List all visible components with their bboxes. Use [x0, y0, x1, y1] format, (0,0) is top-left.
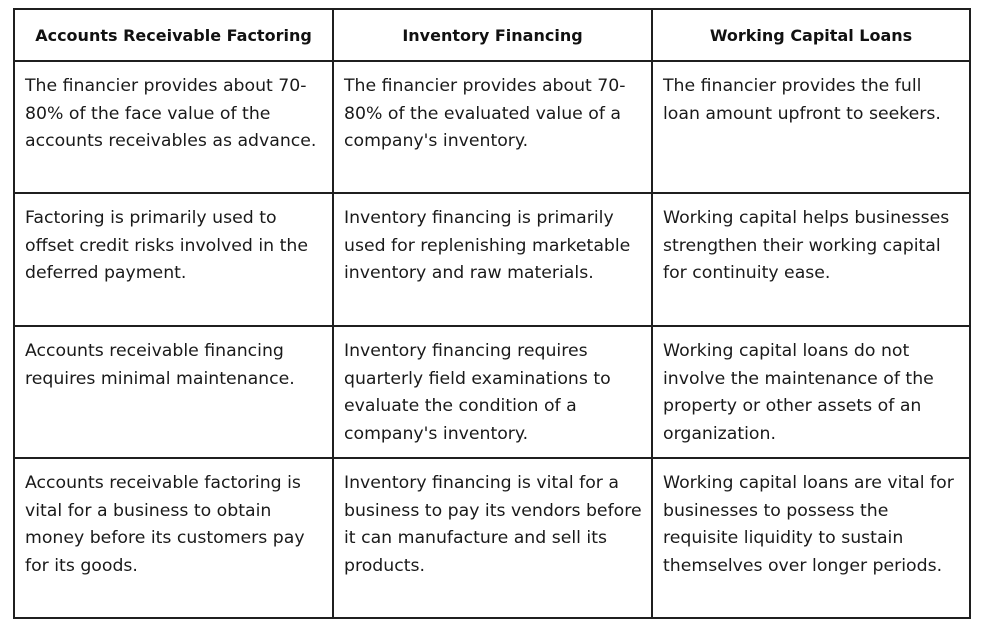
table-cell: Inventory financing is primarily used for replenishing marketable inventory and raw materials.: [333, 193, 652, 326]
header-accounts-receivable-factoring: Accounts Receivable Factoring: [14, 9, 333, 61]
table-cell: The financier provides about 70-80% of the evaluated value of a company's inventory.: [333, 61, 652, 193]
table-header-row: [14, 9, 970, 61]
comparison-table-container: [13, 8, 969, 619]
table-cell: Working capital loans do not involve the maintenance of the property or other assets of an organization.: [652, 326, 970, 458]
header-working-capital-loans: Working Capital Loans: [652, 9, 970, 61]
header-inventory-financing: Inventory Financing: [333, 9, 652, 61]
table-cell: The financier provides the full loan amount upfront to seekers.: [652, 61, 970, 193]
table-cell: Inventory financing requires quarterly field examinations to evaluate the condition of a company's inventory.: [333, 326, 652, 458]
table-cell: Accounts receivable financing requires minimal maintenance.: [14, 326, 333, 458]
table-cell: Factoring is primarily used to offset credit risks involved in the deferred payment.: [14, 193, 333, 326]
table-row: [14, 458, 970, 618]
table-row: [14, 326, 970, 458]
table-cell: The financier provides about 70-80% of the face value of the accounts receivables as advance.: [14, 61, 333, 193]
table-cell: Inventory financing is vital for a business to pay its vendors before it can manufacture and sell its products.: [333, 458, 652, 618]
table-row: [14, 61, 970, 193]
table-cell: Working capital helps businesses strengthen their working capital for continuity ease.: [652, 193, 970, 326]
table-row: [14, 193, 970, 326]
table-cell: Working capital loans are vital for businesses to possess the requisite liquidity to sustain themselves over longer periods.: [652, 458, 970, 618]
financing-comparison-table: [13, 8, 971, 619]
table-cell: Accounts receivable factoring is vital for a business to obtain money before its customers pay for its goods.: [14, 458, 333, 618]
